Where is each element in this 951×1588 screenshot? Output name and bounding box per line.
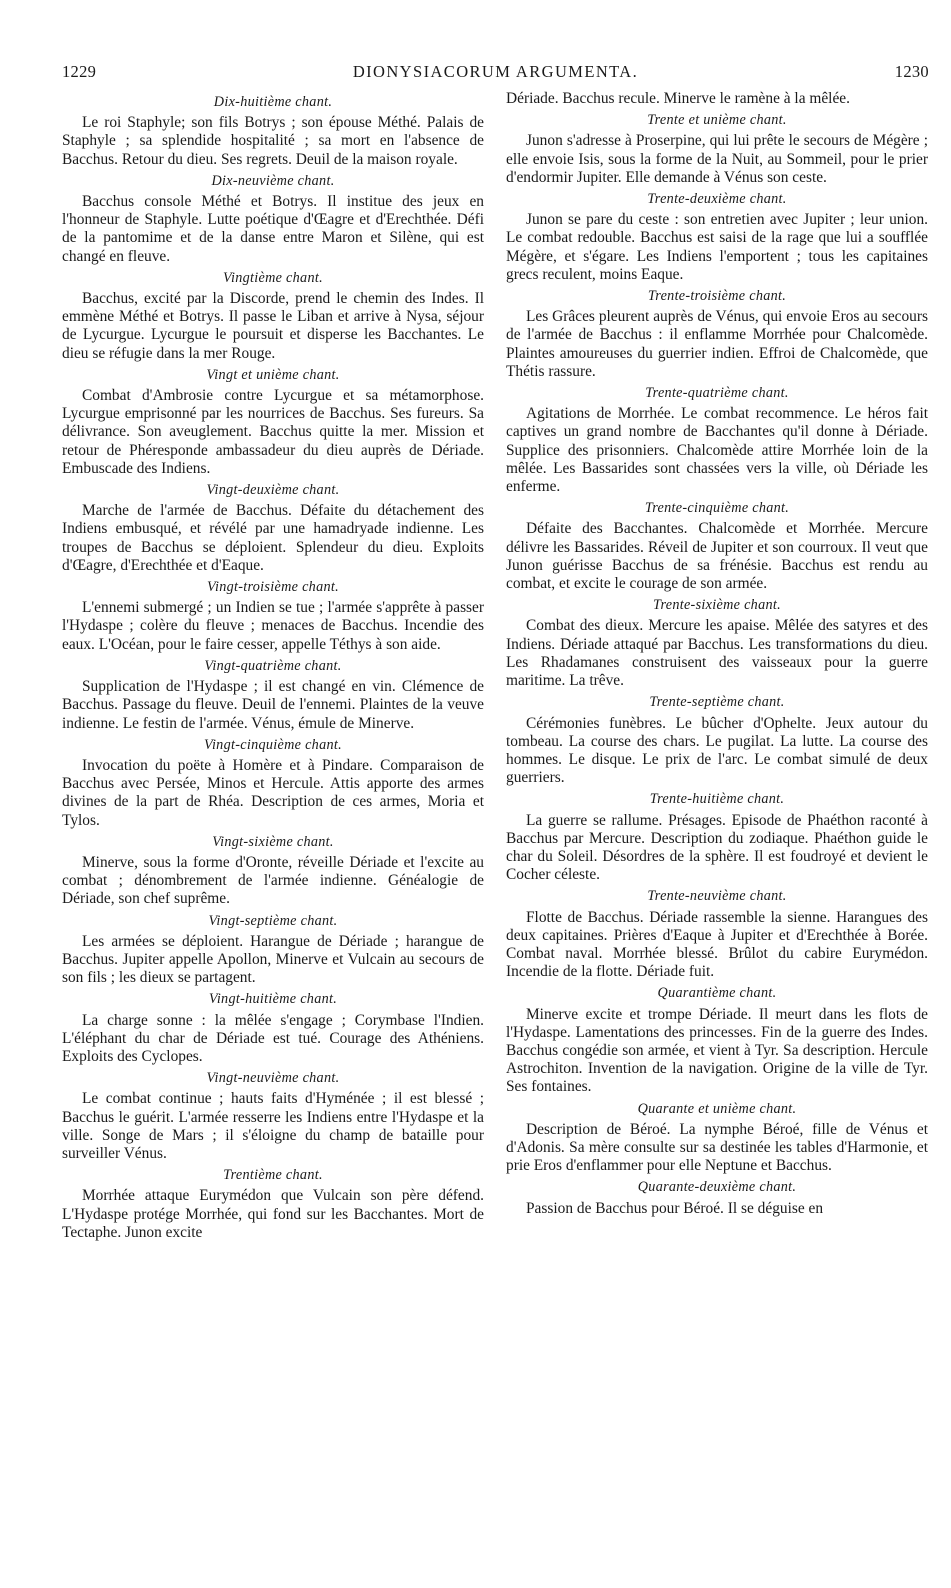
chant-summary: Agitations de Morrhée. Le combat recommence. Le héros fait captives un grand nombre de Bacchantes qu'il donne à Dériade. Supplice des prisonniers. Chalcomède attire Morrhée loin de la mêlée. Les Bassarides sont chassées vers la ville, où Dériade les enferme. [506,405,928,496]
chant-summary: La charge sonne : la mêlée s'engage ; Corymbase l'Indien. L'éléphant du char de Dériade est tué. Courage des Athéniens. Exploits des Cyclopes. [62,1011,484,1065]
chant-summary: La guerre se rallume. Présages. Episode de Phaéthon raconté à Bacchus par Mercure. Description du zodiaque. Phaéthon guide le char du Soleil. Désordres de la sphère. Il est foudroyé et devient le Cocher céleste. [506,811,928,884]
chant-heading: Vingt-cinquième chant. [204,736,342,753]
chant-summary: Combat des dieux. Mercure les apaise. Mêlée des satyres et des Indiens. Dériade attaqué par Bacchus. Les transformations du dieu. Les Rhadamanes construisent des vaisseaux pour la guerre maritime. La trêve. [506,617,928,690]
chant-heading: Vingt-huitième chant. [208,991,338,1008]
chant-heading: Quarante et unième chant. [637,1100,797,1117]
chant-heading: Vingt-troisième chant. [207,579,339,596]
right-column [506,90,928,1580]
chant-summary: L'ennemi submergé ; un Indien se tue ; l'armée s'apprête à passer l'Hydaspe ; colère du fleuve ; menaces de Bacchus. Incendie des eaux. L'Océan, pour le faire cesser, appelle Téthys à son aide. [62,599,484,653]
chant-heading: Quarante-deuxième chant. [637,1179,797,1196]
chant-heading: Trente-septième chant. [649,694,785,711]
chant-heading: Vingt-deuxième chant. [206,482,340,499]
chant-heading: Trente-neuvième chant. [647,888,787,905]
chant-summary: Invocation du poëte à Homère et à Pindare. Comparaison de Bacchus avec Persée, Minos et Hercule. Attis apporte des armes divines de la part de Rhéa. Description de ces armes, Moria et Tylos. [62,756,484,829]
chant-summary: Flotte de Bacchus. Dériade rassemble la sienne. Harangues des deux capitaines. Prières d'Eaque à Jupiter et d'Erechthée à Borée. Combat naval. Morrhée blessé. Brûlot du cabire Eurymédon. Incendie de la flotte. Dériade fuit. [506,908,928,981]
chant-summary: Bacchus console Méthé et Botrys. Il institue des jeux en l'honneur de Staphyle. Lutte poétique d'Œagre et d'Erechthée. Défi de la pantomime et de la danse entre Maron et Silène, qui est changé en fleuve. [62,193,484,265]
chant-heading: Vingt et unième chant. [206,366,340,383]
chant-summary: Junon s'adresse à Proserpine, qui lui prête le secours de Mégère ; elle envoie Isis, sous la forme de la Nuit, au Sommeil, pour le prier d'endormir Jupiter. Elle demande à Vénus son ceste. [506,132,928,186]
chant-heading: Dix-neuvième chant. [211,172,335,189]
chant-heading: Trente-sixième chant. [653,597,781,614]
chant-heading: Quarantième chant. [657,985,777,1002]
chant-heading: Trentième chant. [223,1167,323,1184]
chant-summary: Les armées se déploient. Harangue de Dériade ; harangue de Bacchus. Jupiter appelle Apollon, Minerve et Vulcain au secours de son fils ; les dieux se partagent. [62,932,484,987]
left-page-number: 1229 [62,62,97,81]
chant-summary: Le combat continue ; hauts faits d'Hyménée ; il est blessé ; Bacchus le guérit. L'armée resserre les Indiens entre l'Hydaspe et la ville. Songe de Mars ; il s'éloigne du champ de bataille pour surveiller Vénus. [62,1090,484,1162]
chant-summary: Junon se pare du ceste : son entretien avec Jupiter ; leur union. Le combat redouble. Bacchus est saisi de la rage que lui a soufflée Mégère, et s'égare. Les Indiens l'emportent ; tous les capitaines grecs reculent, moins Eaque. [506,211,928,283]
chant-heading: Trente et unième chant. [647,112,787,129]
chant-heading: Trente-troisième chant. [647,288,787,305]
chant-summary: Cérémonies funèbres. Le bûcher d'Ophelte. Jeux autour du tombeau. La course des chars. Le pugilat. La lutte. La course des hommes. Le disque. Le prix de l'arc. Le combat simulé de deux guerriers. [506,714,928,787]
chant-summary: Passion de Bacchus pour Béroé. Il se déguise en [526,1199,824,1217]
chant-summary: Supplication de l'Hydaspe ; il est changé en vin. Clémence de Bacchus. Passage du fleuve. Deuil de l'ennemi. Plaintes de la veuve indienne. Le festin de l'armée. Vénus, émule de Minerve. [62,678,484,732]
chant-heading: Trente-cinquième chant. [644,500,790,517]
chant-summary: Minerve, sous la forme d'Oronte, réveille Dériade et l'excite au combat ; dénombrement de l'armée indienne. Généalogie de Dériade, son chef suprême. [62,853,484,908]
chant-summary: Morrhée attaque Eurymédon que Vulcain son père défend. L'Hydaspe protége Morrhée, qui fond sur les Bacchantes. Mort de Tectaphe. Junon excite [62,1187,484,1241]
chant-summary: Marche de l'armée de Bacchus. Défaite du détachement des Indiens embusqué, et révélé par une hamadryade indienne. Les troupes de Bacchus se déploient. Splendeur du dieu. Exploits d'Œagre, d'Erechthée et d'Eaque. [62,502,484,574]
running-header [62,62,929,82]
chant-summary: Le roi Staphyle; son fils Botrys ; son épouse Méthé. Palais de Staphyle ; sa splendide hospitalité ; sa mort en l'absence de Bacchus. Retour du dieu. Ses regrets. Deuil de la maison royale. [62,114,484,168]
chant-heading: Trente-deuxième chant. [647,191,787,208]
text-columns [62,90,929,1580]
chant-summary: Combat d'Ambrosie contre Lycurgue et sa métamorphose. Lycurgue emprisonné par les nourrices de Bacchus. Ses fureurs. Sa délivrance. Son aveuglement. Bacchus quitte la mer. Mission et retour de Phéresponde ambassadeur du dieu auprès de Dériade. Embuscade des Indiens. [62,387,484,477]
chant-heading: Trente-quatrième chant. [645,385,789,402]
running-title: DIONYSIACORUM ARGUMENTA. [352,62,639,81]
chant-heading: Vingt-neuvième chant. [206,1070,340,1087]
chant-heading: Vingt-sixième chant. [212,833,334,850]
left-column [62,90,484,1580]
chant-heading: Dix-huitième chant. [213,94,333,110]
right-page-number: 1230 [894,62,929,81]
chant-summary: Les Grâces pleurent auprès de Vénus, qui envoie Eros au secours de l'armée de Bacchus : il enflamme Morrhée pour Chalcomède. Plaintes amoureuses du guerrier indien. Effroi de Chalcomède, que Thétis rassure. [506,308,928,380]
chant-summary: Description de Béroé. La nymphe Béroé, fille de Vénus et d'Adonis. Sa mère consulte sur sa destinée les tables d'Harmonie, et prie Eros d'enflammer pour elle Neptune et Bacchus. [506,1120,928,1175]
chant-summary: Défaite des Bacchantes. Chalcomède et Morrhée. Mercure délivre les Bassarides. Réveil de Jupiter et son courroux. Il veut que Junon guérisse Bacchus de sa frénésie. Bacchus est rendu au combat, et excite le courage de son armée. [506,520,928,593]
chant-summary: Minerve excite et trompe Dériade. Il meurt dans les flots de l'Hydaspe. Lamentations des princesses. Fin de la guerre des Indes. Bacchus congédie son armée, et vient à Tyr. Sa description. Hercule Astrochiton. Invention de la navigation. Origine de la ville de Tyr. Ses fontaines. [506,1005,928,1096]
chant-heading: Vingt-septième chant. [208,912,338,929]
chant-summary: Dériade. Bacchus recule. Minerve le ramène à la mêlée. [506,90,850,107]
chant-heading: Vingtième chant. [223,269,323,286]
chant-heading: Vingt-quatrième chant. [204,657,342,674]
chant-summary: Bacchus, excité par la Discorde, prend le chemin des Indes. Il emmène Méthé et Botrys. Il passe le Liban et arrive à Nysa, séjour de Lycurgue. Lycurgue le poursuit et disperse les Bacchantes. Le dieu se réfugie dans la mer Rouge. [62,290,484,362]
chant-heading: Trente-huitième chant. [649,791,785,808]
